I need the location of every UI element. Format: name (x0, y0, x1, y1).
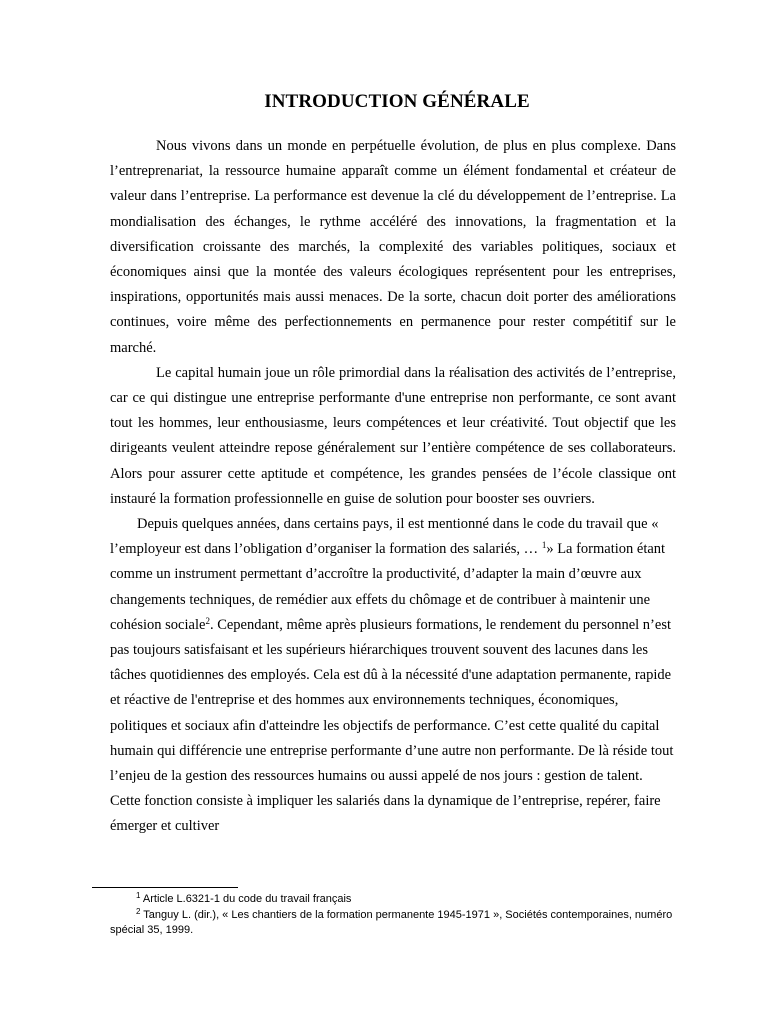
paragraph-1: Nous vivons dans un monde en perpétuelle évolution, de plus en plus complexe. Dans l’entreprenariat, la ressource humaine apparaît comme un élément fondamental et créateur de valeur dans l’entreprise. La performance est devenue la clé du développement de l’entreprise. La mondialisation des échanges, le rythme accéléré des innovations, la fragmentation et la diversification croissante des marchés, la complexité des variables politiques, sociaux et économiques ainsi que la montée des valeurs écologiques représentent pour les entreprises, inspirations, opportunités mais aussi menaces. De la sorte, chacun doit porter des améliorations continues, voire même des perfectionnements en permanence pour rester compétitif sur le marché. (110, 138, 676, 356)
body-text (110, 134, 676, 840)
footnote-2 (110, 908, 680, 939)
paragraph-3-part-b: » La formation étant comme un instrument permettant d’accroître la productivité, d’adapter la main d’œuvre aux changements techniques, de remédier aux effets du chômage et de contribuer à maintenir une cohésion sociale (110, 541, 666, 633)
paragraph-2: Le capital humain joue un rôle primordial dans la réalisation des activités de l’entreprise, car ce qui distingue une entreprise performante d'une entreprise non performante, ce sont avant tout les hommes, leur enthousiasme, leurs compétences et leur créativité. Tout objectif que les dirigeants veulent atteindre repose généralement sur l’entière compétence de ses collaborateurs. Alors pour assurer cette aptitude et compétence, les grandes pensées de l’école classique ont instauré la formation professionnelle en guise de solution pour booster ses ouvriers. (110, 364, 676, 507)
paragraph-3-part-c: . Cependant, même après plusieurs formations, le rendement du personnel n’est pas toujours satisfaisant et les supérieurs hiérarchiques trouvent souvent des lacunes dans les tâches quotidiennes des employés. Cela est dû à la nécessité d'une adaptation permanente, rapide et réactive de l'entreprise et des hommes aux environnements techniques, économiques, politiques et sociaux afin d'atteindre les objectifs de performance. C’est cette qualité du capital humain qui différencie une entreprise performante d’une autre non performante. De là réside tout l’enjeu de la gestion des ressources humains ou aussi appelé de nos jours : gestion de talent. Cette fonction consiste à impliquer les salariés dans la dynamique de l’entreprise, repérer, faire émerger et cultiver (110, 616, 674, 835)
footnote-1 (110, 892, 680, 908)
footnote-number: 1 (136, 891, 141, 900)
footnote-ref-1: 1 (541, 540, 547, 551)
footnote-text: Article L.6321-1 du code du travail français (140, 893, 352, 905)
footnotes (110, 892, 680, 939)
paragraph-3-part-a: Depuis quelques années, dans certains pays, il est mentionné dans le code du travail que « l’employeur est dans l’obligation d’organiser la formation des salariés, … (110, 516, 659, 558)
footnote-ref-2: 2 (205, 615, 210, 626)
page-title: INTRODUCTION GÉNÉRALE (264, 91, 530, 112)
footnote-separator (92, 887, 238, 888)
paragraph-3 (110, 512, 676, 840)
footnote-text: Tanguy L. (dir.), « Les chantiers de la formation permanente 1945-1971 », Sociétés contemporaines, numéro spécial 35, 1999. (110, 908, 673, 936)
footnote-number: 2 (136, 906, 141, 916)
